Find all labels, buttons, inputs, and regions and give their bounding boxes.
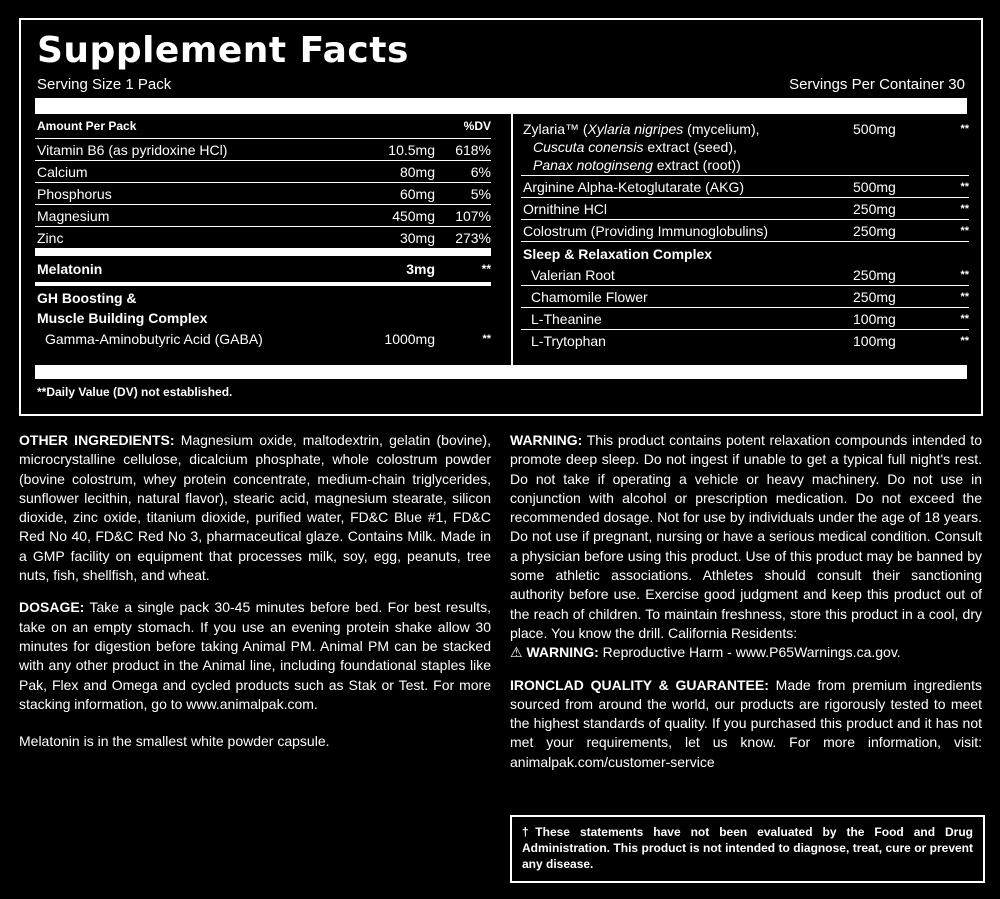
dosage-label: DOSAGE: <box>19 599 85 616</box>
ingredient-name: Chamomile Flower <box>531 289 648 305</box>
ingredient-dv: ** <box>960 181 969 193</box>
nutrient-name: Calcium <box>37 164 88 180</box>
ingredient-amount: 250mg <box>853 289 896 305</box>
facts-right-column <box>521 114 969 351</box>
fda-disclaimer: †These statements have not been evaluated by the Food and Drug Administration. This product is not intended to diagnose, treat, cure or prevent any disease. <box>510 815 985 883</box>
nutrient-name: Vitamin B6 (as pyridoxine HCl) <box>37 142 228 158</box>
zylaria-amount: 500mg <box>853 121 896 137</box>
ingredient-row <box>521 198 969 220</box>
ingredient-row <box>521 308 969 330</box>
nutrient-amount: 450mg <box>392 208 435 224</box>
nutrient-amount: 10.5mg <box>388 142 435 158</box>
nutrient-dv: 618% <box>455 142 491 158</box>
thick-divider <box>35 98 967 114</box>
dv-footnote: **Daily Value (DV) not established. <box>37 385 233 399</box>
zylaria-line3-italic: Panax notoginseng <box>533 157 653 173</box>
ingredient-row <box>521 330 969 351</box>
gh-complex-title-line1: GH Boosting & <box>37 290 137 306</box>
ingredient-dv: ** <box>960 335 969 347</box>
dv-header: %DV <box>463 119 491 133</box>
sleep-complex-title: Sleep & Relaxation Complex <box>523 246 713 262</box>
gaba-row <box>35 328 491 349</box>
ingredient-dv: ** <box>482 333 491 345</box>
ingredient-name: Gamma-Aminobutyric Acid (GABA) <box>45 331 263 347</box>
nutrient-row <box>35 161 491 183</box>
nutrient-row <box>35 205 491 227</box>
ingredient-amount: 1000mg <box>384 331 435 347</box>
ingredient-name: Valerian Root <box>531 267 615 283</box>
warning-triangle-icon: ⚠ <box>510 644 523 661</box>
nutrient-amount: 60mg <box>399 186 435 202</box>
ingredient-dv: ** <box>960 225 969 237</box>
ingredient-dv: ** <box>960 203 969 215</box>
facts-left-column <box>35 114 491 349</box>
nutrient-row <box>35 227 491 256</box>
gh-complex-title <box>35 286 491 328</box>
zylaria-name <box>523 120 853 174</box>
servings-per-container: Servings Per Container 30 <box>789 76 965 93</box>
ironclad-label: IRONCLAD QUALITY & GUARANTEE: <box>510 676 769 693</box>
zylaria-line1-pre: Zylaria™ ( <box>523 121 588 137</box>
other-ingredients-text: Magnesium oxide, maltodextrin, gelatin (bovine), microcrystalline cellulose, dicalcium phosphate, whole colostrum powder (bovine colostrum, whey protein concentrate, medium-chain triglycerides, sunflower lecithin, natural flavor), stearic acid, magnesium stearate, silicon dioxide, zinc oxide, titanium dioxide, purified water, FD&C Blue #1, FD&C Red No 40, FD&C Red No 3, pharmaceutical glaze. Contains Milk. Made in a GMP facility on equipment that processes milk, soy, egg, peanuts, tree nuts, fish, shellfish, and wheat. <box>19 432 491 584</box>
zylaria-line1 <box>523 120 853 138</box>
ingredient-name: L-Trytophan <box>531 333 606 349</box>
left-text-column <box>19 431 491 751</box>
ironclad-text: Made from premium ingredients sourced from around the world, our products are rigorously tested to meet the highest standards of quality. If you purchased this product and it has not met your requirements, let us know. For more information, visit: animalpak.com/customer-service <box>510 676 982 770</box>
melatonin-amount: 3mg <box>406 261 435 277</box>
ingredient-amount: 500mg <box>853 179 896 195</box>
melatonin-note: Melatonin is in the smallest white powder capsule. <box>19 733 330 750</box>
column-divider <box>511 114 513 365</box>
nutrient-dv: 273% <box>455 230 491 246</box>
zylaria-row <box>521 114 969 176</box>
supplement-facts-panel <box>19 18 983 416</box>
ingredient-amount: 100mg <box>853 311 896 327</box>
ingredient-dv: ** <box>960 269 969 281</box>
right-text-column <box>510 431 982 785</box>
ingredient-dv: ** <box>960 313 969 325</box>
nutrient-row <box>35 183 491 205</box>
ingredient-amount: 250mg <box>853 223 896 239</box>
p65-warning-label: WARNING: <box>526 644 599 661</box>
p65-warning-text: Reproductive Harm - www.P65Warnings.ca.gov. <box>598 644 901 661</box>
other-ingredients-paragraph <box>19 431 491 585</box>
ingredient-row <box>521 264 969 286</box>
ingredient-dv: ** <box>960 291 969 303</box>
dosage-text: Take a single pack 30-45 minutes before bed. For best results, take on an empty stomach. If you use an evening protein shake allow 30 minutes for digestion before taking Animal PM. Animal PM can be stacked with any other product in the Animal line, including foundational staples like Pak, Flex and Omega and cycled products such as Stak or Test. For more stacking information, go to www.animalpak.com. <box>19 599 491 712</box>
nutrient-row <box>35 139 491 161</box>
zylaria-line1-italic: Xylaria nigripes <box>587 121 684 137</box>
zylaria-line3 <box>523 156 853 174</box>
facts-header-row <box>35 114 491 139</box>
melatonin-name: Melatonin <box>37 261 103 277</box>
nutrient-amount: 30mg <box>399 230 435 246</box>
nutrient-amount: 80mg <box>399 164 435 180</box>
warning-paragraph <box>510 431 982 663</box>
serving-size: Serving Size 1 Pack <box>37 76 172 93</box>
bottom-thick-divider <box>35 365 967 379</box>
melatonin-dv: ** <box>481 262 491 276</box>
ingredient-name: L-Theanine <box>531 311 602 327</box>
ingredient-row <box>521 220 969 242</box>
ingredient-amount: 250mg <box>853 201 896 217</box>
zylaria-line3-post: extract (root)) <box>652 157 741 173</box>
ingredient-name: Colostrum (Providing Immunoglobulins) <box>523 223 769 239</box>
warning-text: This product contains potent relaxation compounds intended to promote deep sleep. Do not ingest if unable to get a typical full night's rest. Do not take if operating a vehicle or heavy machinery. Do not use in conjunction with alcohol or prescription medication. Do not exceed the recommended dosage. Not for use by individuals under the age of 18 years. Do not use if pregnant, nursing or have a serious medical condition. Consult a physician before using this product. Use of this product may be banned by some athletic associations. Athletes should consult their sanctioning authority before use. Exercise good judgment and keep this product out of the reach of children. To maintain freshness, store this product in a cool, dry place. You know the drill. California Residents: <box>510 432 982 641</box>
ingredient-name: Ornithine HCl <box>523 201 608 217</box>
nutrient-dv: 107% <box>455 208 491 224</box>
panel-title: Supplement Facts <box>37 30 409 71</box>
ingredient-amount: 100mg <box>853 333 896 349</box>
zylaria-line2-italic: Cuscuta conensis <box>533 139 644 155</box>
nutrient-name: Magnesium <box>37 208 110 224</box>
zylaria-dv: ** <box>960 123 969 135</box>
dosage-paragraph <box>19 598 491 714</box>
nutrient-name: Zinc <box>37 230 64 246</box>
other-ingredients-label: OTHER INGREDIENTS: <box>19 432 175 448</box>
ironclad-paragraph <box>510 676 982 772</box>
zylaria-line2-post: extract (seed), <box>643 139 737 155</box>
ingredient-name: Arginine Alpha-Ketoglutarate (AKG) <box>523 179 745 195</box>
melatonin-row <box>35 256 491 286</box>
warning-label: WARNING: <box>510 432 583 448</box>
zylaria-line2 <box>523 138 853 156</box>
ingredient-row <box>521 176 969 198</box>
nutrient-name: Phosphorus <box>37 186 112 202</box>
zylaria-line1-post: (mycelium), <box>683 121 760 137</box>
amount-per-pack-header: Amount Per Pack <box>37 119 137 133</box>
nutrient-dv: 6% <box>470 164 491 180</box>
gh-complex-title-line2: Muscle Building Complex <box>37 310 208 326</box>
ingredient-row <box>521 286 969 308</box>
ingredient-amount: 250mg <box>853 267 896 283</box>
nutrient-dv: 5% <box>470 186 491 202</box>
